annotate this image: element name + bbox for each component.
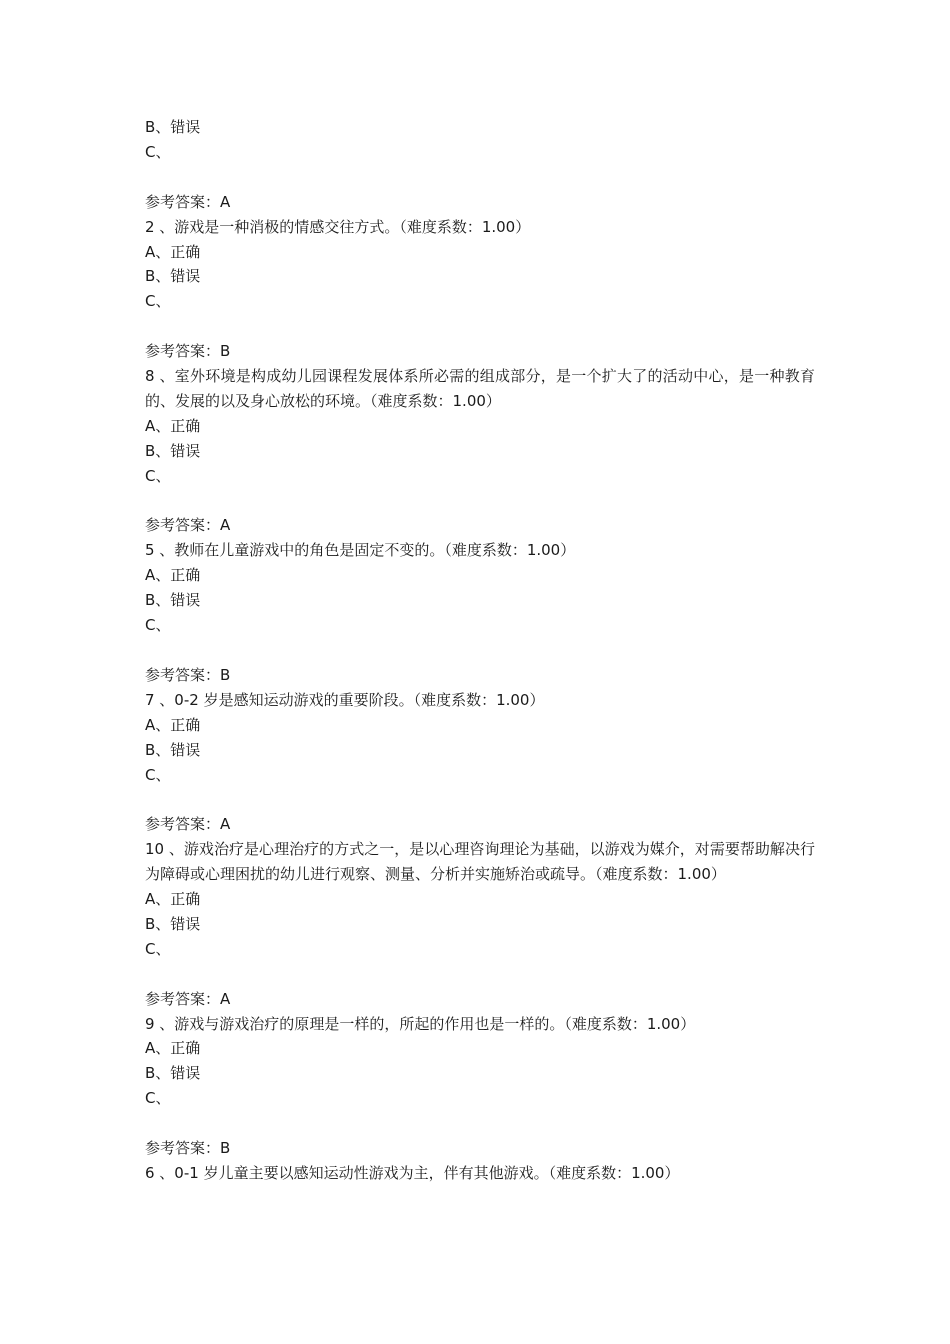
answer-key: 参考答案：B: [145, 1139, 231, 1158]
spacer: [145, 314, 815, 339]
spacer: [145, 962, 815, 987]
option-c: C、: [145, 616, 171, 635]
answer-key: 参考答案：B: [145, 342, 231, 361]
option-a: A、正确: [145, 416, 201, 435]
option-a: A、正确: [145, 566, 201, 585]
option-b: B、错误: [145, 740, 201, 759]
option-b: B、错误: [145, 914, 201, 933]
spacer: [145, 165, 815, 190]
option-b: B、错误: [145, 591, 201, 610]
option-b: B、错误: [145, 441, 201, 460]
option-b: B、错误: [145, 267, 201, 286]
option-c: C、: [145, 142, 171, 161]
answer-key: 参考答案：B: [145, 665, 231, 684]
question-text: 7 、0-2 岁是感知运动游戏的重要阶段。（难度系数：1.00）: [145, 690, 545, 709]
question-text: 6 、0-1 岁儿童主要以感知运动性游戏为主，伴有其他游戏。（难度系数：1.00）: [145, 1163, 680, 1182]
option-a: A、正确: [145, 890, 201, 909]
option-c: C、: [145, 765, 171, 784]
answer-key: 参考答案：A: [145, 516, 231, 535]
option-a: A、正确: [145, 242, 201, 261]
spacer: [145, 1111, 815, 1136]
answer-key: 参考答案：A: [145, 989, 231, 1008]
option-b: B、错误: [145, 1064, 201, 1083]
question-text: 2 、游戏是一种消极的情感交往方式。（难度系数：1.00）: [145, 217, 531, 236]
spacer: [145, 787, 815, 812]
option-c: C、: [145, 939, 171, 958]
option-c: C、: [145, 1089, 171, 1108]
option-c: C、: [145, 466, 171, 485]
question-text: 9 、游戏与游戏治疗的原理是一样的，所起的作用也是一样的。（难度系数：1.00）: [145, 1014, 696, 1033]
option-a: A、正确: [145, 715, 201, 734]
option-b: B、错误: [145, 118, 201, 136]
answer-key: 参考答案：A: [145, 192, 231, 211]
document-content: [145, 115, 815, 1186]
question-text: 8 、室外环境是构成幼儿园课程发展体系所必需的组成部分，是一个扩大了的活动中心，是一种教育的、发展的以及身心放松的环境。（难度系数：1.00）: [145, 367, 815, 410]
option-c: C、: [145, 292, 171, 311]
option-a: A、正确: [145, 1039, 201, 1058]
question-text: 5 、教师在儿童游戏中的角色是固定不变的。（难度系数：1.00）: [145, 541, 576, 560]
question-text: 10 、游戏治疗是心理治疗的方式之一，是以心理咨询理论为基础，以游戏为媒介，对需要帮助解决行为障碍或心理困扰的幼儿进行观察、测量、分析并实施矫治或疏导。（难度系数：1.00）: [145, 840, 815, 884]
spacer: [145, 489, 815, 514]
answer-key: 参考答案：A: [145, 815, 231, 834]
spacer: [145, 638, 815, 663]
